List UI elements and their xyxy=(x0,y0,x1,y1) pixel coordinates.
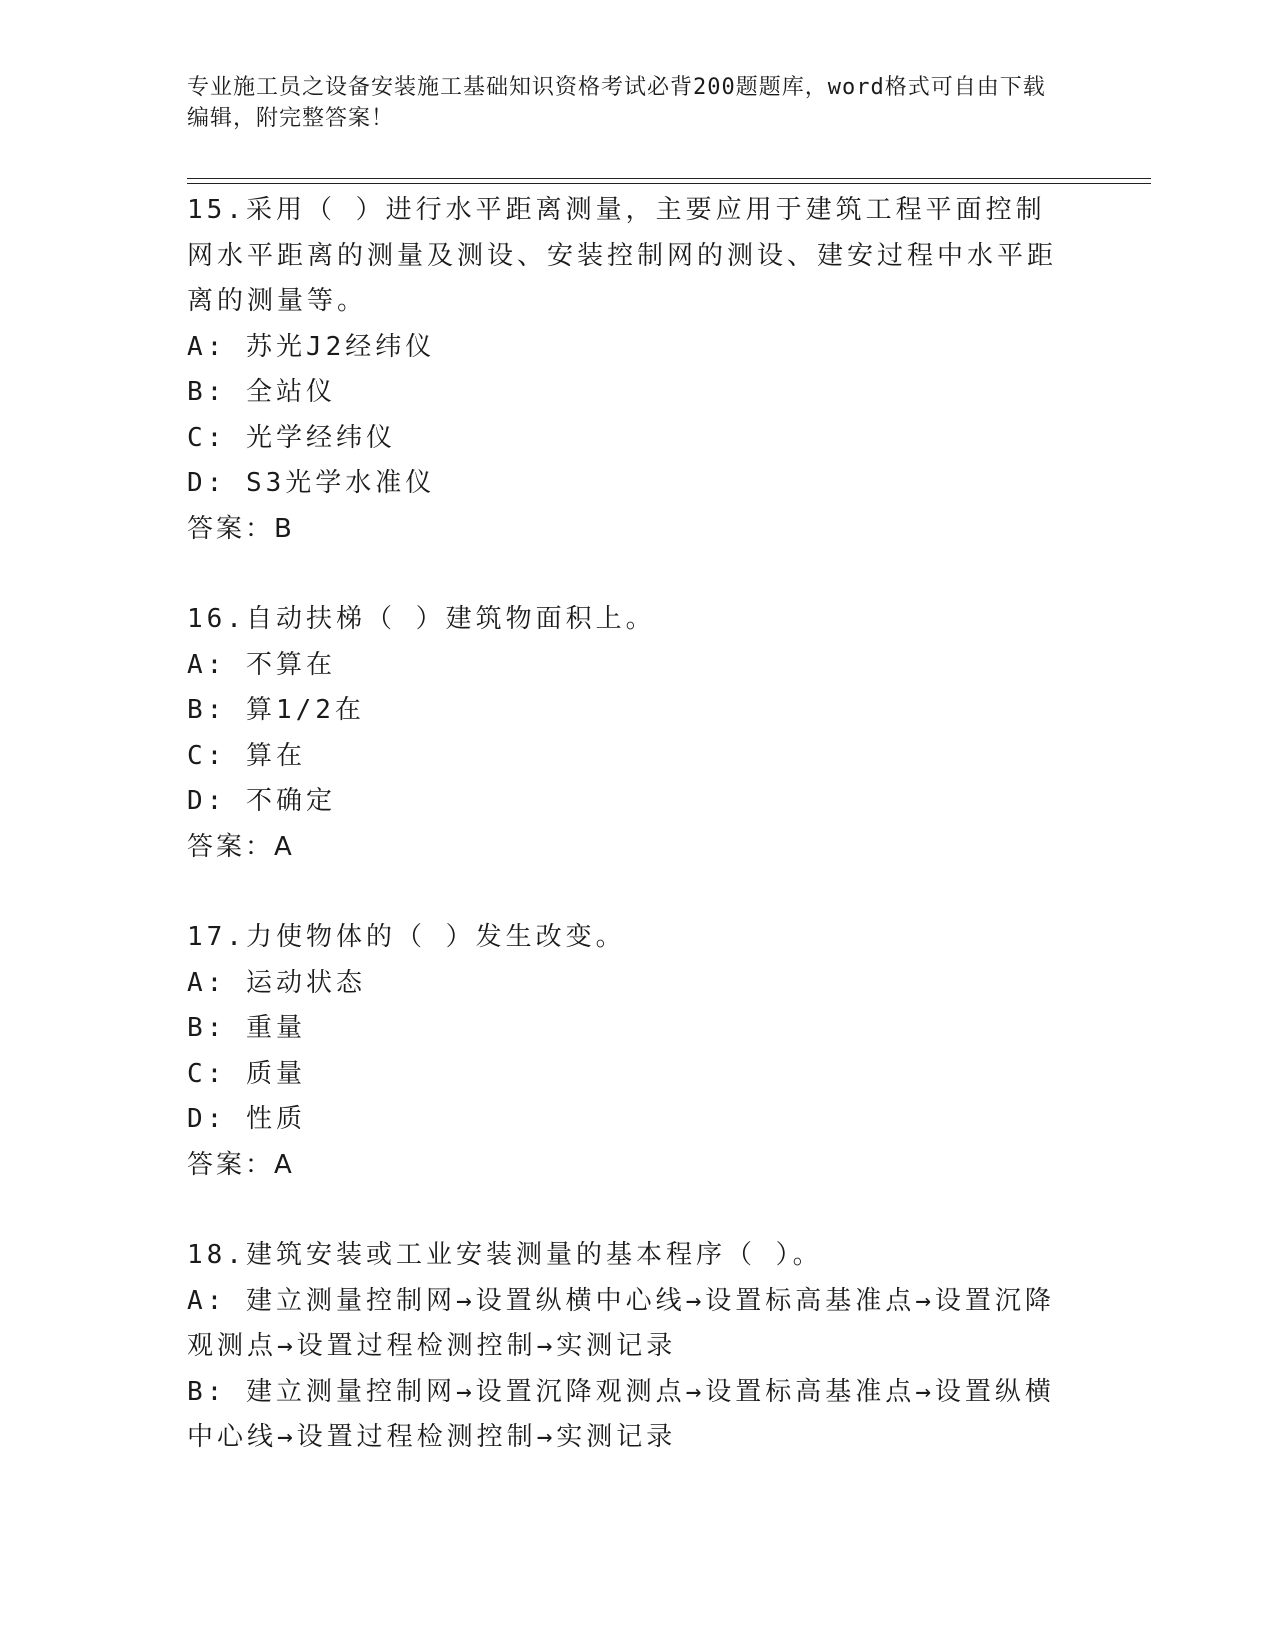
question-16 xyxy=(187,597,1067,870)
question-stem: 17.力使物体的（ ）发生改变。 xyxy=(187,922,626,952)
question-15 xyxy=(187,188,1067,552)
question-stem: 15.采用（ ）进行水平距离测量，主要应用于建筑工程平面控制网水平距离的测量及测设、安装控制网的测设、建安过程中水平距离的测量等。 xyxy=(187,195,1058,316)
option-b: B: 建立测量控制网→设置沉降观测点→设置标高基准点→设置纵横中心线→设置过程检测控制→实测记录 xyxy=(187,1376,1055,1452)
question-list xyxy=(187,188,1067,1461)
option-b: B: 重量 xyxy=(187,1013,306,1043)
option-b: B: 全站仪 xyxy=(187,377,336,407)
option-c: C: 质量 xyxy=(187,1058,306,1089)
option-b: B: 算1/2在 xyxy=(187,695,365,725)
option-d: D: 不确定 xyxy=(187,786,336,816)
question-stem: 16.自动扶梯（ ）建筑物面积上。 xyxy=(187,604,656,634)
header-rule-bottom xyxy=(187,183,1151,184)
answer: 答案：B xyxy=(187,513,295,544)
answer: 答案：A xyxy=(187,1149,295,1180)
option-a: A: 不算在 xyxy=(187,649,336,680)
option-c: C: 算在 xyxy=(187,740,306,771)
question-18 xyxy=(187,1233,1067,1461)
option-a: A: 苏光J2经纬仪 xyxy=(187,331,436,362)
document-header: 专业施工员之设备安装施工基础知识资格考试必背200题题库，word格式可自由下载编辑，附完整答案！ xyxy=(187,75,1046,131)
question-stem: 18.建筑安装或工业安装测量的基本程序（ ）。 xyxy=(187,1240,823,1270)
header-rule-top xyxy=(187,178,1151,179)
option-d: D: S3光学水准仪 xyxy=(187,468,436,498)
option-d: D: 性质 xyxy=(187,1104,306,1134)
option-c: C: 光学经纬仪 xyxy=(187,422,396,453)
answer: 答案：A xyxy=(187,831,295,862)
option-a: A: 建立测量控制网→设置纵横中心线→设置标高基准点→设置沉降观测点→设置过程检测控制→实测记录 xyxy=(187,1285,1055,1361)
question-17 xyxy=(187,915,1067,1188)
option-a: A: 运动状态 xyxy=(187,967,366,998)
